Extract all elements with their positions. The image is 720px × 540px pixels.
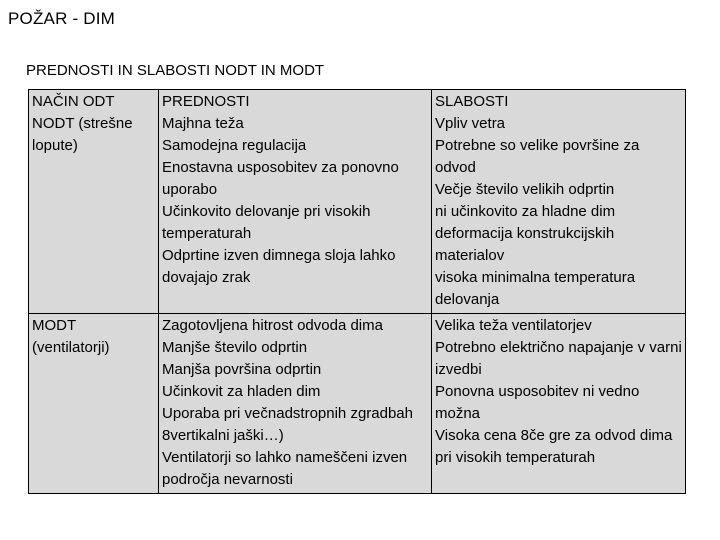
pros-item: Učinkovit za hladen dim (162, 383, 321, 400)
cons-item: Potrebno električno napajanje v varni izvedbi (435, 339, 682, 378)
pros-item: Samodejna regulacija (162, 137, 307, 154)
pros-item: Zagotovljena hitrost odvoda dima (162, 317, 383, 334)
pros-cell (159, 314, 432, 494)
cons-item: Potrebne so velike površine za odvod (435, 137, 640, 176)
method-cell (29, 90, 159, 314)
table-row (29, 90, 686, 314)
pros-item: Manjša površina odprtin (162, 361, 322, 378)
pros-item: Enostavna usposobitev za ponovno uporabo (162, 159, 399, 198)
method-cell (29, 314, 159, 494)
pros-item: Uporaba pri večnadstropnih zgradbah 8vertikalni jaški…) (162, 405, 413, 444)
cons-item: Večje število velikih odprtin (435, 181, 615, 198)
cons-cell (432, 314, 686, 494)
cons-item: visoka minimalna temperatura delovanja (435, 269, 636, 308)
column-header-method: NAČIN ODT (32, 93, 115, 110)
cons-item: Vpliv vetra (435, 115, 506, 132)
cons-item: Velika teža ventilatorjev (435, 317, 592, 334)
method-label: NODT (strešne lopute) (32, 115, 133, 154)
table-subtitle: PREDNOSTI IN SLABOSTI NODT IN MODT (26, 62, 325, 79)
column-header-pros: PREDNOSTI (162, 93, 250, 110)
pros-item: Manjše število odprtin (162, 339, 308, 356)
pros-item: Odprtine izven dimnega sloja lahko dovajajo zrak (162, 247, 396, 286)
cons-cell (432, 90, 686, 314)
pros-item: Učinkovito delovanje pri visokih temperaturah (162, 203, 371, 242)
pros-cell (159, 90, 432, 314)
pros-item: Majhna teža (162, 115, 244, 132)
cons-item: Visoka cena 8če gre za odvod dima pri visokih temperaturah (435, 427, 673, 466)
column-header-cons: SLABOSTI (435, 93, 509, 110)
slide-title: POŽAR - DIM (8, 9, 116, 28)
method-label: MODT (ventilatorji) (32, 317, 110, 356)
comparison-table (28, 89, 686, 494)
table-row (29, 314, 686, 494)
cons-item: ni učinkovito za hladne dim deformacija konstrukcijskih materialov (435, 203, 616, 264)
pros-item: Ventilatorji so lahko nameščeni izven področja nevarnosti (162, 449, 408, 488)
cons-item: Ponovna usposobitev ni vedno možna (435, 383, 640, 422)
